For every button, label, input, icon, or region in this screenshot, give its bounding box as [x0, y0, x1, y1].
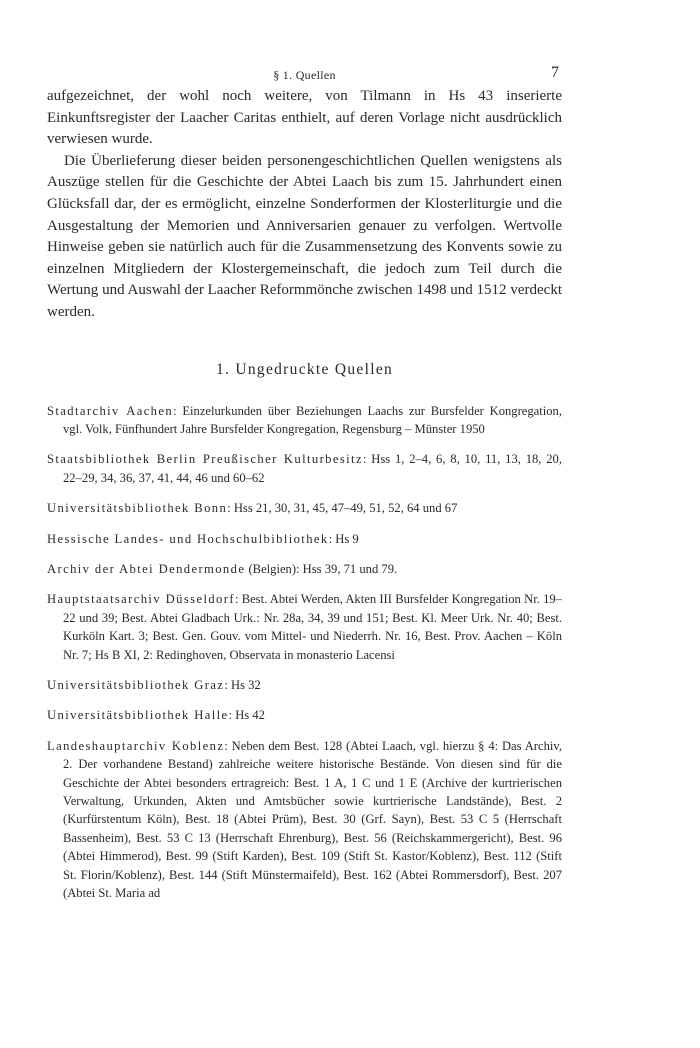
holdings-text: : Hs 42: [228, 708, 265, 723]
paragraph: Die Überlieferung dieser beiden personengeschichtlichen Quellen wenigstens als Auszüge stellen für die Geschichte der Abtei Laach bis zum 15. Jahrhundert einen Glücksfall dar, der es ermöglicht, einzelne Sonderformen der Klosterliturgie und die Ausgestaltung der Memorien und Anniversarien genauer zu verfolgen. Wertvolle Hinweise geben sie natürlich auch für die Zusammensetzung des Konvents sowie zu einzelnen Mitgliedern der Klostergemeinschaft, die jedoch zum Teil durch die Wertung und Auswahl der Laacher Reformmönche zwischen 1498 und 1512 verdeckt werden.: [47, 152, 562, 320]
running-title: § 1. Quellen: [273, 68, 336, 82]
archive-name: Universitätsbibliothek Graz: [47, 678, 225, 692]
source-entry: [47, 706, 562, 724]
holdings-text: : Neben dem Best. 128 (Abtei Laach, vgl. hierzu § 4: Das Archiv, 2. Der vorhandene Bestand) zahlreiche weitere historische Bestände. Von diesen sind für die Geschichte der Abtei besonders ertragreich: Best. 1 A, 1 C und 1 E (Archive der kurtrierischen Verwaltung, Urkunden, Akten und Amtsbücher sowie kurtrierische Landstände), Best. 2 (Kurfürstentum Köln), Best. 18 (Abtei Prüm), Best. 30 (Grf. Sayn), Best. 53 C 5 (Herrschaft Bassenheim), Best. 53 C 13 (Herrschaft Ehrenburg), Best. 56 (Reichskammergericht), Best. 96 (Abtei Himmerod), Best. 99 (Stift Karden), Best. 109 (Stift St. Kastor/Koblenz), Best. 112 (Stift St. Florin/Koblenz), Best. 144 (Stift Münstermaifeld), Best. 162 (Abtei Rommersdorf), Best. 207 (Abtei St. Maria ad: [63, 738, 562, 901]
source-entry: [47, 676, 562, 694]
archive-name: Landeshauptarchiv Koblenz: [47, 738, 225, 753]
running-header: [47, 60, 562, 86]
holdings-text: (Belgien): Hss 39, 71 und 79.: [245, 561, 398, 576]
archive-name: Archiv der Abtei Dendermonde: [47, 561, 246, 576]
source-entry: [47, 737, 562, 903]
source-entry: [47, 560, 562, 578]
archive-name: Staatsbibliothek Berlin Preußischer Kulturbesitz: [47, 452, 363, 467]
archive-name: Hessische Landes- und Hochschulbibliothek: [47, 531, 329, 546]
holdings-text: : Hss 1, 2–4, 6, 8, 10, 11, 13, 18, 20, 22–29, 34, 36, 37, 41, 44, 46 und 60–62: [63, 452, 563, 485]
paragraph-continued: aufgezeichnet, der wohl noch weitere, von Tilmann in Hs 43 inserierte Einkunftsregister der Laacher Caritas enthielt, auf deren Vorlage nicht ausdrücklich verwiesen wurde.: [47, 88, 562, 148]
holdings-text: : Hss 21, 30, 31, 45, 47–49, 51, 52, 64 und 67: [227, 501, 458, 516]
document-page: [47, 60, 562, 914]
archive-name: Hauptstaatsarchiv Düsseldorf: [47, 592, 235, 607]
source-entry: [47, 590, 562, 664]
source-entry: [47, 530, 562, 548]
holdings-text: : Einzelurkunden über Beziehungen Laachs zur Bursfelder Kongregation, vgl. Volk, Fünfhundert Jahre Bursfelder Kongregation, Regensburg – Münster 1950: [63, 403, 562, 436]
source-entry: [47, 499, 562, 517]
archive-name: Universitätsbibliothek Halle: [47, 708, 229, 723]
holdings-text: : Hs 32: [224, 678, 261, 692]
section-heading: 1. Ungedruckte Quellen: [215, 360, 394, 378]
source-entry: [47, 450, 562, 487]
holdings-text: : Best. Abtei Werden, Akten III Bursfelder Kongregation Nr. 19–22 und 39; Best. Abtei Gladbach Urk.: Nr. 28a, 34, 39 und 151; Best. Kl. Meer Urk. Nr. 40; Best. Kurköln Kart. 3; Best. Gen. Gouv. vom Mittel- und Niederrh. Nr. 16, Best. Prov. Aachen – Köln Nr. 7; Hs B XI, 2: Redinghoven, Observata in monasterio Lacensi: [63, 592, 562, 662]
body-text: [47, 86, 562, 324]
archive-name: Universitätsbibliothek Bonn: [47, 501, 228, 516]
holdings-text: : Hs 9: [328, 531, 359, 546]
archive-name: Stadtarchiv Aachen: [47, 403, 174, 418]
page-number: 7: [551, 64, 559, 81]
source-entry: [47, 402, 562, 439]
source-list: [47, 402, 562, 903]
